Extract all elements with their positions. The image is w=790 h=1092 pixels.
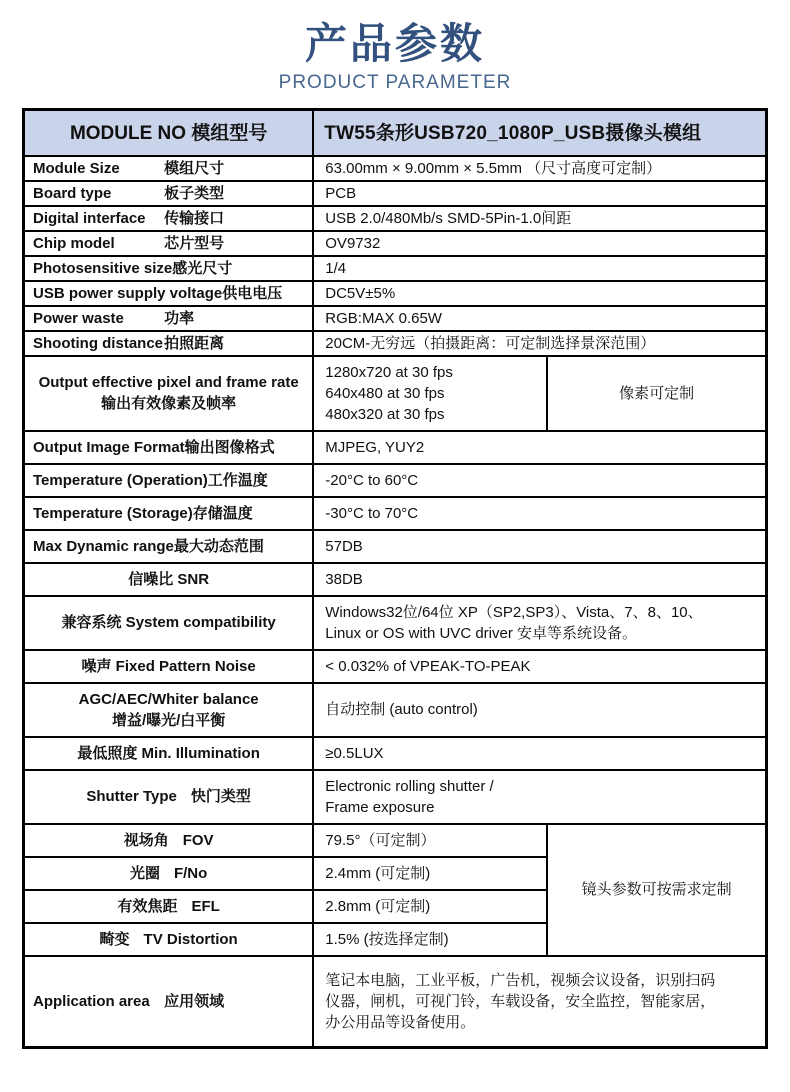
spec-value-line: 640x480 at 30 fps (325, 384, 445, 402)
spec-label-part: 畸变 (99, 930, 130, 948)
spec-label (24, 356, 314, 431)
spec-label (24, 683, 314, 737)
spec-label-part: 最低照度 Min. Illumination (77, 744, 260, 762)
spec-value-line: 20CM-无穷远（拍摄距离：可定制选择景深范围） (325, 334, 656, 352)
spec-label-part: Photosensitive size (33, 259, 173, 277)
spec-row (24, 331, 767, 356)
spec-label (24, 181, 314, 206)
spec-row (24, 737, 767, 770)
spec-value (313, 431, 766, 464)
spec-label (24, 206, 314, 231)
spec-label-part: USB power supply voltage (33, 284, 223, 302)
spec-value-line: 1280x720 at 30 fps (325, 363, 453, 381)
spec-value-line: 1.5% (按选择定制) (325, 930, 449, 948)
spec-row (24, 650, 767, 683)
spec-value (313, 281, 766, 306)
spec-label-part: Shooting distance (33, 334, 164, 352)
spec-label-part: 感光尺寸 (172, 259, 233, 277)
spec-label-part: 芯片型号 (164, 234, 225, 252)
spec-label-part: TV Distortion (143, 930, 238, 948)
spec-label-part: 功率 (164, 309, 195, 327)
spec-label (24, 281, 314, 306)
spec-value-line: 79.5°（可定制） (325, 831, 436, 849)
spec-label-part: 模组尺寸 (164, 159, 225, 177)
spec-label-line: AGC/AEC/Whiter balance (78, 690, 259, 708)
spec-label-part: Chip model (33, 234, 115, 252)
spec-value-line: 2.4mm (可定制) (325, 864, 431, 882)
spec-label-part: 信噪比 SNR (128, 570, 210, 588)
spec-label (24, 497, 314, 530)
spec-value-line: < 0.032% of VPEAK-TO-PEAK (325, 657, 531, 675)
spec-label-part: 有效焦距 (117, 897, 178, 915)
spec-label (24, 464, 314, 497)
spec-value (313, 596, 766, 650)
spec-label-part: EFL (191, 897, 220, 915)
spec-label (24, 956, 314, 1048)
page-title: 产品参数 (304, 20, 485, 67)
spec-label (24, 923, 314, 956)
spec-value (313, 256, 766, 281)
spec-label (24, 596, 314, 650)
spec-label-part: 供电电压 (222, 284, 283, 302)
spec-row (24, 770, 767, 824)
spec-label-part: Digital interface (33, 209, 146, 227)
spec-row (24, 530, 767, 563)
spec-value-line: USB 2.0/480Mb/s SMD-5Pin-1.0间距 (325, 209, 572, 227)
spec-value-line: PCB (325, 184, 357, 202)
spec-label (24, 156, 314, 181)
table-header-row (24, 110, 767, 156)
spec-label-part: Board type (33, 184, 112, 202)
spec-label-part: Output Image Format (33, 438, 185, 456)
spec-label-part: 光圈 (129, 864, 160, 882)
spec-label-part: 视场角 (123, 831, 169, 849)
spec-value (313, 356, 547, 431)
spec-label (24, 530, 314, 563)
spec-label (24, 563, 314, 596)
spec-value (313, 890, 547, 923)
spec-label (24, 890, 314, 923)
spec-value-line: 办公用品等设备使用。 (325, 1013, 476, 1031)
spec-table (22, 108, 768, 1049)
spec-row (24, 431, 767, 464)
spec-row (24, 231, 767, 256)
spec-value (313, 231, 766, 256)
spec-value-line: ≥0.5LUX (325, 744, 384, 762)
spec-label (24, 431, 314, 464)
spec-label-line: 增益/曝光/白平衡 (111, 711, 226, 729)
spec-label (24, 650, 314, 683)
spec-value (313, 824, 547, 857)
spec-value (313, 206, 766, 231)
spec-value-line: Windows32位/64位 XP（SP2,SP3）、Vista、7、8、10、 (325, 603, 703, 621)
spec-label-part: FOV (182, 831, 214, 849)
spec-label (24, 857, 314, 890)
spec-label-part: 快门类型 (190, 788, 251, 806)
spec-value-line: 1/4 (325, 259, 347, 277)
spec-value (313, 497, 766, 530)
spec-value-line: Electronic rolling shutter / (325, 777, 494, 795)
spec-label-part: Temperature (Operation) (33, 471, 208, 489)
spec-row (24, 281, 767, 306)
spec-value-line: RGB:MAX 0.65W (325, 309, 442, 327)
spec-label-part: 输出图像格式 (184, 438, 275, 456)
title-block (0, 20, 790, 94)
spec-value (313, 331, 766, 356)
spec-label-part: 工作温度 (207, 471, 268, 489)
spec-row (24, 683, 767, 737)
spec-value-line: -20°C to 60°C (325, 471, 419, 489)
spec-label-part: 应用领域 (164, 992, 225, 1010)
spec-row (24, 563, 767, 596)
spec-value-line: 2.8mm (可定制) (325, 897, 431, 915)
spec-value (313, 181, 766, 206)
spec-value (313, 770, 766, 824)
spec-row (24, 156, 767, 181)
spec-label-part: Max Dynamic range (33, 537, 174, 555)
spec-value (313, 464, 766, 497)
spec-value-line: 480x320 at 30 fps (325, 405, 445, 423)
spec-row (24, 306, 767, 331)
spec-label-part: 噪声 Fixed Pattern Noise (81, 657, 256, 675)
spec-row (24, 497, 767, 530)
spec-note: 像素可定制 (547, 356, 766, 431)
spec-label-part: 拍照距离 (164, 334, 225, 352)
spec-value-line: Frame exposure (325, 798, 435, 816)
spec-row (24, 181, 767, 206)
spec-label (24, 231, 314, 256)
spec-label-part: 传输接口 (164, 209, 225, 227)
spec-row (24, 464, 767, 497)
module-no-header: MODULE NO 模组型号 (24, 110, 314, 156)
spec-label-line: Output effective pixel and frame rate (38, 374, 299, 392)
spec-label (24, 770, 314, 824)
spec-value (313, 737, 766, 770)
spec-label (24, 331, 314, 356)
spec-value (313, 683, 766, 737)
spec-value-line: 自动控制 (auto control) (325, 701, 478, 719)
spec-row (24, 256, 767, 281)
spec-label-part: 最大动态范围 (173, 537, 264, 555)
spec-label-part: Temperature (Storage) (33, 504, 193, 522)
spec-value-line: 57DB (325, 537, 363, 555)
spec-label-part: Application area (33, 992, 150, 1010)
spec-value-line: DC5V±5% (325, 284, 396, 302)
spec-value-line: Linux or OS with UVC driver 安卓等系统设备。 (325, 624, 637, 642)
spec-label-part: 存储温度 (192, 504, 253, 522)
module-model-header: TW55条形USB720_1080P_USB摄像头模组 (313, 110, 766, 156)
spec-label-part: Power waste (33, 309, 124, 327)
spec-label (24, 824, 314, 857)
spec-label (24, 256, 314, 281)
spec-value-line: 38DB (325, 570, 363, 588)
spec-value (313, 306, 766, 331)
spec-row (24, 206, 767, 231)
spec-value (313, 530, 766, 563)
spec-value (313, 923, 547, 956)
spec-table-body (24, 156, 767, 1048)
spec-value-line: 63.00mm × 9.00mm × 5.5mm （尺寸高度可定制） (325, 159, 662, 177)
spec-value (313, 857, 547, 890)
spec-note: 镜头参数可按需求定制 (547, 824, 766, 956)
spec-value-line: -30°C to 70°C (325, 504, 419, 522)
spec-label-part: Shutter Type (86, 788, 177, 806)
page-subtitle: PRODUCT PARAMETER (278, 72, 512, 94)
spec-value-line: 笔记本电脑，工业平板，广告机，视频会议设备，识别扫码 (325, 971, 716, 989)
spec-value (313, 956, 766, 1048)
spec-row (24, 824, 767, 857)
spec-value (313, 650, 766, 683)
spec-value-line: MJPEG, YUY2 (325, 438, 425, 456)
spec-value-line: 仪器，闸机，可视门铃，车载设备，安全监控，智能家居， (325, 992, 716, 1010)
spec-value-line: OV9732 (325, 234, 381, 252)
spec-value (313, 563, 766, 596)
spec-row (24, 596, 767, 650)
spec-value (313, 156, 766, 181)
spec-label-part: 兼容系统 System compatibility (61, 614, 276, 632)
spec-label-part: 板子类型 (164, 184, 225, 202)
spec-label (24, 306, 314, 331)
spec-label-part: F/No (173, 864, 208, 882)
spec-label-line: 输出有效像素及帧率 (101, 395, 237, 413)
spec-row (24, 956, 767, 1048)
spec-label (24, 737, 314, 770)
spec-row (24, 356, 767, 431)
spec-label-part: Module Size (33, 159, 120, 177)
